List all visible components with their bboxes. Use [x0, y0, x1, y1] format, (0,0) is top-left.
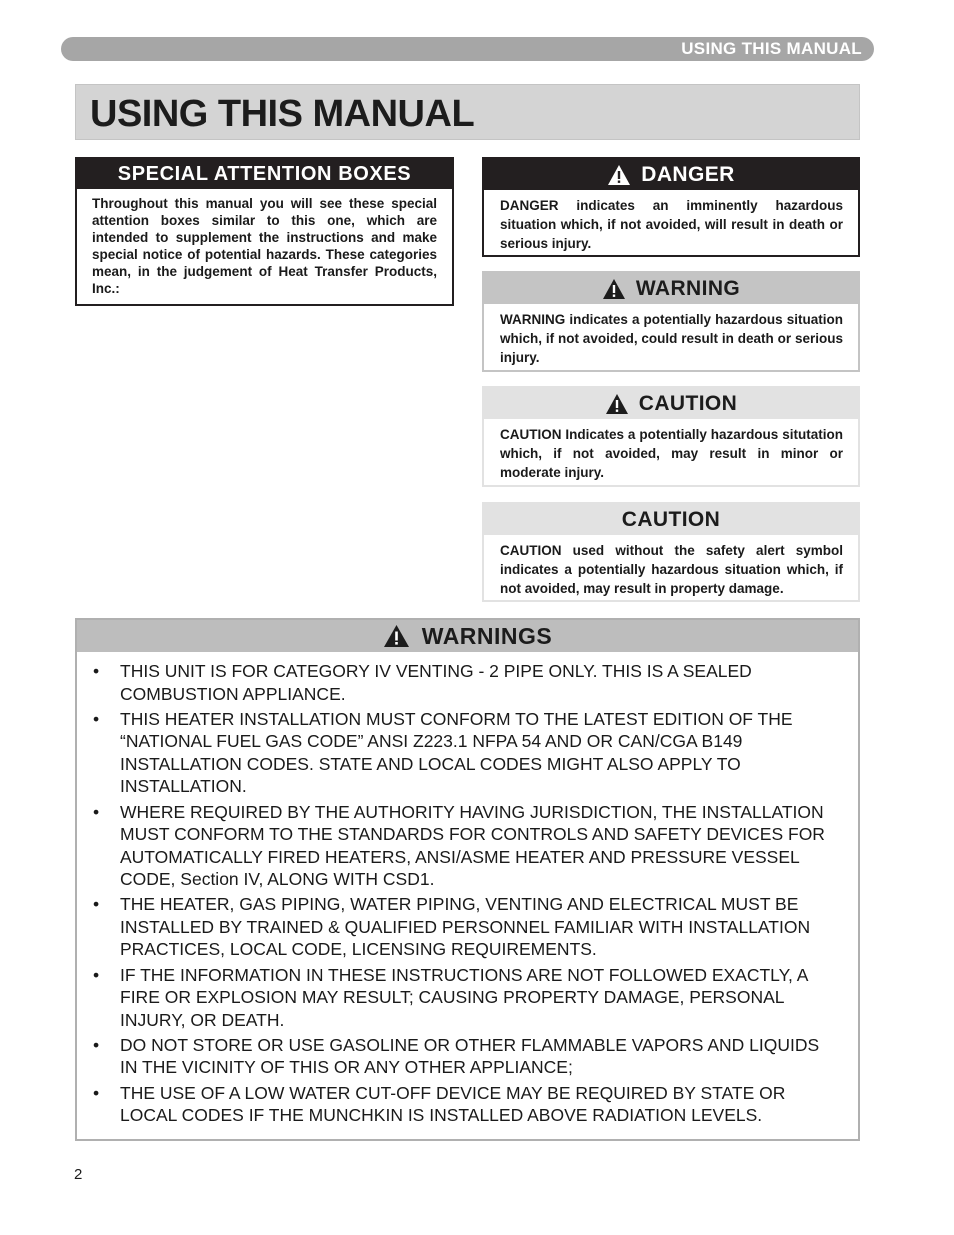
special-attention-box	[75, 157, 454, 306]
caution-property-text: CAUTION used without the safety alert symbol indicates a potentially hazardous situation which, if not avoided, may result in property damage.	[500, 543, 843, 596]
caution-alert-text: CAUTION Indicates a potentially hazardous situtation which, if not avoided, may result in minor or moderate injury.	[500, 427, 843, 480]
warnings-label: WARNINGS	[421, 622, 553, 649]
caution-property-heading	[484, 504, 858, 535]
caution-property-label: CAUTION	[621, 507, 721, 531]
page-number: 2	[74, 1166, 83, 1183]
warnings-box	[75, 618, 860, 1141]
list-item	[77, 1082, 838, 1127]
danger-text: DANGER indicates an imminently hazardous situation which, if not avoided, will result in death or serious injury.	[500, 198, 843, 251]
danger-label: DANGER	[641, 162, 735, 186]
warning-triangle-icon	[605, 393, 629, 415]
list-item	[77, 1034, 838, 1079]
caution-alert-label: CAUTION	[638, 391, 738, 415]
warnings-heading	[77, 620, 858, 652]
warning-triangle-icon	[383, 624, 410, 648]
warning-item-text: IF THE INFORMATION IN THESE INSTRUCTIONS ARE NOT FOLLOWED EXACTLY, A FIRE OR EXPLOSION MAY RESULT; CAUSING PROPERTY DAMAGE, PERSONAL INJURY, OR DEATH.	[120, 964, 808, 1030]
danger-box	[482, 157, 860, 257]
bullet-icon: •	[93, 801, 100, 822]
warning-item-text: WHERE REQUIRED BY THE AUTHORITY HAVING JURISDICTION, THE INSTALLATION MUST CONFORM TO THE STANDARDS FOR CONTROLS AND SAFETY DEVICES FOR AUTOMATICALLY FIRED HEATERS, ANSI/ASME HEATER AND PRESSURE VESSEL CODE, Section IV, ALONG WITH CSD1.	[120, 801, 825, 890]
list-item	[77, 708, 838, 798]
list-item	[77, 893, 838, 961]
page-title: USING THIS MANUAL	[90, 93, 475, 135]
warning-item-text: THIS HEATER INSTALLATION MUST CONFORM TO THE LATEST EDITION OF THE “NATIONAL FUEL GAS CODE” ANSI Z223.1 NFPA 54 AND OR CAN/CGA B149 INSTALLATION CODES. STATE AND LOCAL CODES MIGHT ALSO APPLY TO INSTALLATION.	[120, 708, 793, 797]
list-item	[77, 964, 838, 1032]
warning-triangle-icon	[607, 164, 631, 186]
warning-item-text: THE HEATER, GAS PIPING, WATER PIPING, VENTING AND ELECTRICAL MUST BE INSTALLED BY TRAINED & QUALIFIED PERSONNEL FAMILIAR WITH INSTALLATION PRACTICES, LOCAL CODE, LICENSING REQUIREMENTS.	[120, 894, 811, 960]
bullet-icon: •	[93, 964, 100, 985]
caution-alert-heading	[484, 388, 858, 419]
list-item	[77, 660, 838, 705]
caution-alert-box	[482, 386, 860, 487]
warning-text: WARNING indicates a potentially hazardous situation which, if not avoided, could result in death or serious injury.	[500, 312, 843, 365]
bullet-icon: •	[93, 894, 100, 915]
warning-item-text: THIS UNIT IS FOR CATEGORY IV VENTING - 2 PIPE ONLY. THIS IS A SEALED COMBUSTION APPLIANCE.	[120, 661, 752, 704]
bullet-icon: •	[93, 1034, 100, 1055]
warning-item-text: DO NOT STORE OR USE GASOLINE OR OTHER FLAMMABLE VAPORS AND LIQUIDS IN THE VICINITY OF THIS OR ANY OTHER APPLIANCE;	[120, 1034, 820, 1078]
warning-box	[482, 271, 860, 372]
danger-heading	[484, 159, 858, 190]
list-item	[77, 801, 838, 891]
bullet-icon: •	[93, 661, 100, 681]
caution-property-box	[482, 502, 860, 602]
special-attention-heading: SPECIAL ATTENTION BOXES	[77, 159, 452, 189]
running-header-title: USING THIS MANUAL	[681, 39, 862, 58]
running-header	[61, 37, 874, 61]
bullet-icon: •	[93, 708, 100, 729]
warning-item-text: THE USE OF A LOW WATER CUT-OFF DEVICE MAY BE REQUIRED BY STATE OR LOCAL CODES IF THE MUNCHKIN IS INSTALLED ABOVE RADIATION LEVELS.	[120, 1082, 786, 1126]
special-attention-body: Throughout this manual you will see these special attention boxes similar to this one, which are intended to supplement the instructions and make special notice of potential hazards. These categories mean, in the judgement of Heat Transfer Products, Inc.:	[92, 196, 437, 296]
warning-heading	[484, 273, 858, 304]
page-title-box	[75, 84, 860, 140]
warning-label: WARNING	[635, 276, 741, 300]
bullet-icon: •	[93, 1082, 100, 1103]
warning-triangle-icon	[602, 278, 626, 300]
warnings-list	[77, 652, 858, 1127]
